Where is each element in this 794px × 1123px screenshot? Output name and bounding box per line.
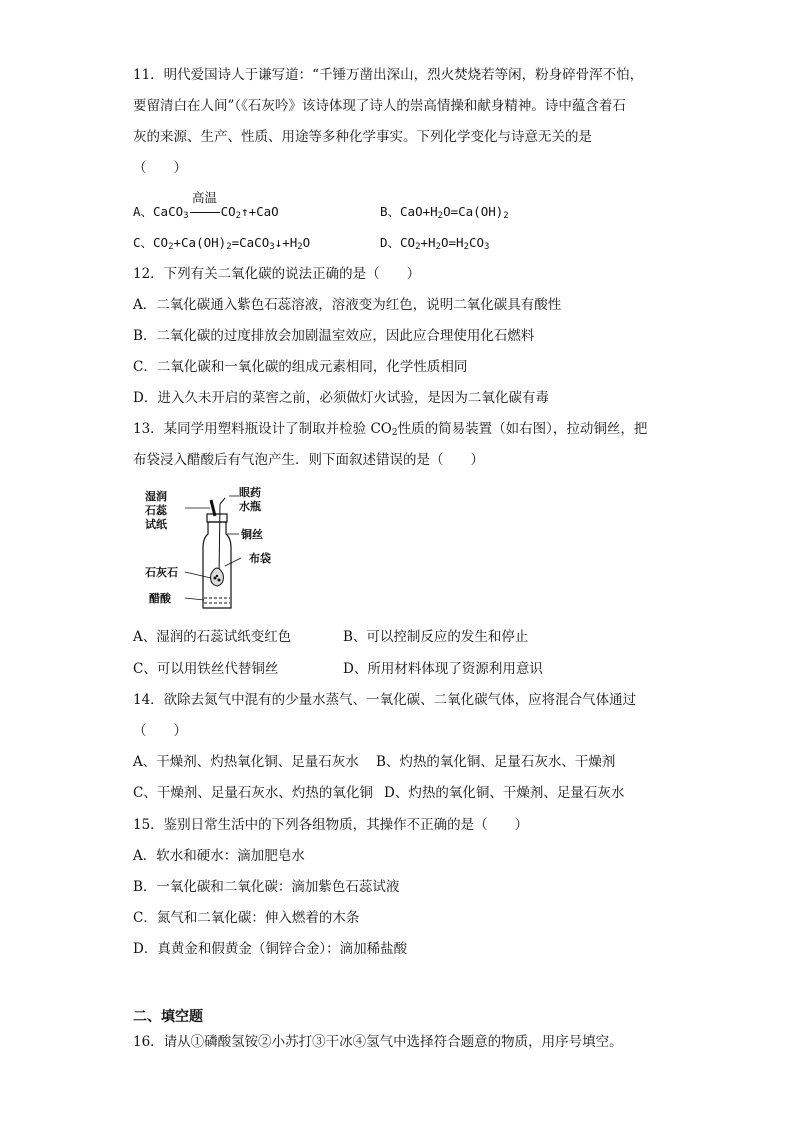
q11-stem-line2: 要留清白在人间”（《石灰吟》该诗体现了诗人的崇高情操和献身精神。诗中蕴含着石 (133, 98, 626, 114)
q13-option-b: B、可以控制反应的发生和停止 (343, 629, 529, 645)
q14-stem: 14．欲除去氮气中混有的少量水蒸气、一氧化碳、二氧化碳气体，应将混合气体通过 (133, 692, 637, 708)
label-limestone: 石灰石 (145, 566, 178, 579)
section-heading: 二、填空题 (133, 1009, 203, 1025)
q12-option-c: C．二氧化碳和一氧化碳的组成元素相同，化学性质相同 (133, 359, 468, 375)
label-litmus: 石蕊 (145, 504, 167, 517)
label-acid: 醋酸 (149, 592, 171, 605)
q15-option-c: C．氮气和二氧化碳：伸入燃着的木条 (133, 910, 360, 926)
q11-stem-line1: 11．明代爱国诗人于谦写道：“千锤万凿出深山，烈火焚烧若等闲，粉身碎骨浑不怕， (133, 67, 644, 83)
q11-answer-blank: （ ） (133, 160, 187, 176)
q11-stem-line3: 灰的来源、生产、性质、用途等多种化学事实。下列化学变化与诗意无关的是 (133, 129, 592, 145)
q13-stem-line2: 布袋浸入醋酸后有气泡产生．则下面叙述错误的是（ ） (133, 452, 484, 468)
q15-option-d: D．真黄金和假黄金（铜锌合金）：滴加稀盐酸 (133, 941, 408, 957)
q13-stem-line1: 13．某同学用塑料瓶设计了制取并检验 $CO_2$性质的简易装置（如右图），拉动铜丝，把 (133, 421, 648, 438)
reaction-condition-arrow: 高温 (189, 202, 221, 222)
q12-option-d: D．进入久未开启的菜窖之前，必须做灯火试验，是因为二氧化碳有毒 (133, 390, 549, 406)
q12-option-a: A．二氧化碳通入紫色石蕊溶液，溶液变为红色，说明二氧化碳具有酸性 (133, 297, 562, 313)
q14-option-d: D、灼热的氧化铜、干燥剂、足量石灰水 (384, 785, 625, 801)
q11-option-d: D、$CO_2+H_2O=H_2CO_3$ (380, 235, 490, 252)
apparatus-figure (145, 486, 285, 616)
q12-stem: 12．下列有关二氧化碳的说法正确的是（ ） (133, 266, 421, 282)
label-dropper1: 眼药 (239, 486, 261, 499)
label-bag: 布袋 (249, 552, 271, 565)
q16-stem: 16．请从①磷酸氢铵②小苏打③干冰④氢气中选择符合题意的物质，用序号填空。 (133, 1034, 623, 1050)
q13-option-c: C、可以用铁丝代替铜丝 (133, 661, 279, 677)
apparatus-drawing (145, 486, 285, 616)
q14-option-b: B、灼热的氧化铜、足量石灰水、干燥剂 (376, 754, 616, 770)
q14-option-a: A、干燥剂、灼热氧化铜、足量石灰水 (133, 754, 359, 770)
q13-option-d: D、所用材料体现了资源利用意识 (343, 661, 543, 677)
q14-answer-blank: （ ） (133, 723, 187, 739)
q15-option-a: A．软水和硬水：滴加肥皂水 (133, 848, 305, 864)
label-wire: 铜丝 (241, 528, 263, 541)
label-paper: 试纸 (145, 518, 167, 531)
label-wet: 湿润 (145, 490, 167, 503)
q15-stem: 15．鉴别日常生活中的下列各组物质，其操作不正确的是（ ） (133, 817, 529, 833)
q11-option-c: C、$CO_2+Ca(OH)_2=CaCO_3↓+H_2O$ (133, 235, 311, 252)
q11-option-a: A、CaCO$_3$ 高温 $CO_2↑+CaO$ (133, 190, 279, 221)
q15-option-b: B．一氧化碳和二氧化碳：滴加紫色石蕊试液 (133, 879, 400, 895)
q12-option-b: B．二氧化碳的过度排放会加剧温室效应，因此应合理使用化石燃料 (133, 328, 535, 344)
label-dropper2: 水瓶 (239, 500, 261, 513)
q14-option-c: C、干燥剂、足量石灰水、灼热的氧化铜 (133, 785, 373, 801)
q13-option-a: A、湿润的石蕊试纸变红色 (133, 629, 292, 645)
q11-option-b: B、$CaO+H_2O=Ca(OH)_2$ (380, 204, 509, 221)
